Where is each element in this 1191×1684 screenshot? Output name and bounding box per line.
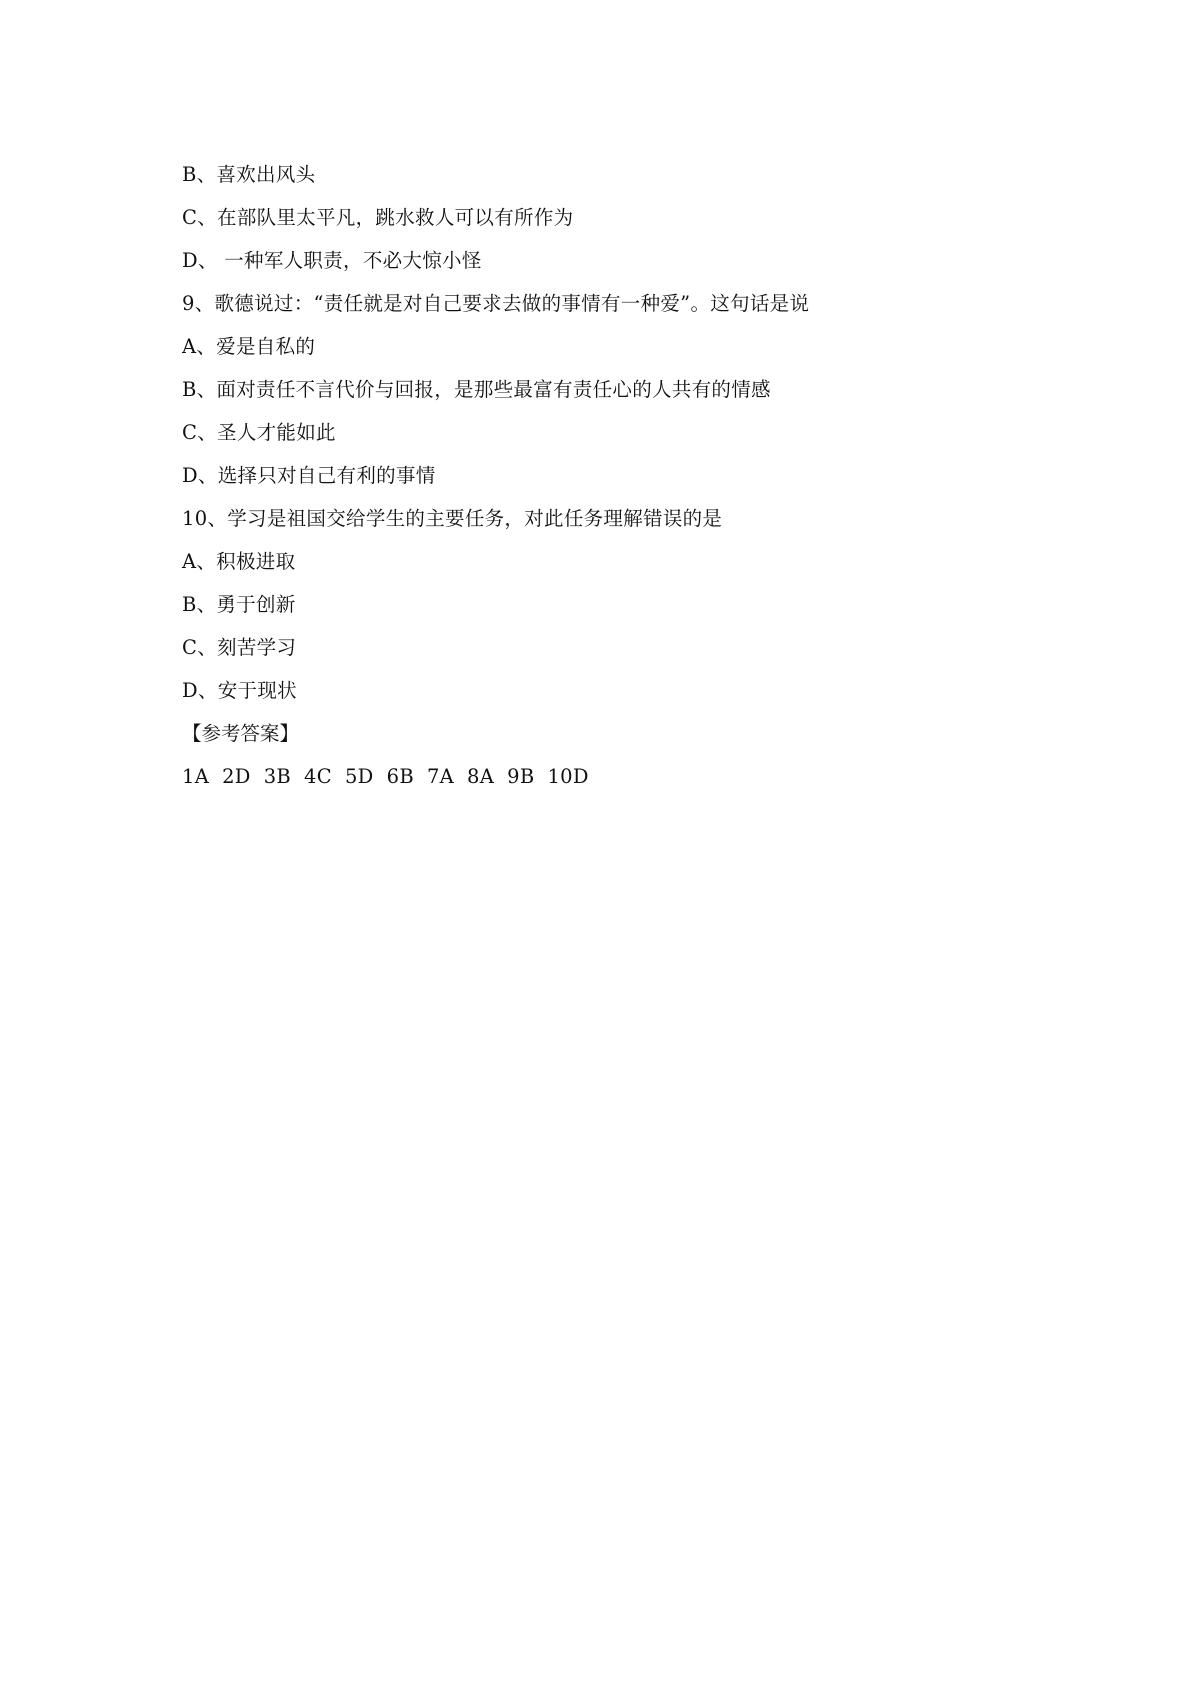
option-8c: C、在部队里太平凡，跳水救人可以有所作为 — [182, 206, 574, 229]
option-9b: B、面对责任不言代价与回报，是那些最富有责任心的人共有的情感 — [182, 378, 771, 401]
question-10: 10、学习是祖国交给学生的主要任务，对此任务理解错误的是 — [182, 507, 723, 530]
option-10a: A、积极进取 — [182, 550, 296, 573]
option-9c: C、圣人才能如此 — [182, 421, 336, 444]
document-content — [182, 153, 1042, 798]
answer-key-list: 1A 2D 3B 4C 5D 6B 7A 8A 9B 10D — [182, 765, 589, 788]
option-10b: B、勇于创新 — [182, 593, 296, 616]
option-10d: D、安于现状 — [182, 679, 297, 702]
answer-key-title: 【参考答案】 — [182, 722, 300, 745]
option-8b: B、喜欢出风头 — [182, 163, 316, 186]
option-8d: D、 一种军人职责，不必大惊小怪 — [182, 249, 482, 272]
option-9d: D、选择只对自己有利的事情 — [182, 464, 436, 487]
option-9a: A、爱是自私的 — [182, 335, 316, 358]
question-9: 9、歌德说过：“责任就是对自己要求去做的事情有一种爱”。这句话是说 — [182, 292, 810, 315]
option-10c: C、刻苦学习 — [182, 636, 297, 659]
